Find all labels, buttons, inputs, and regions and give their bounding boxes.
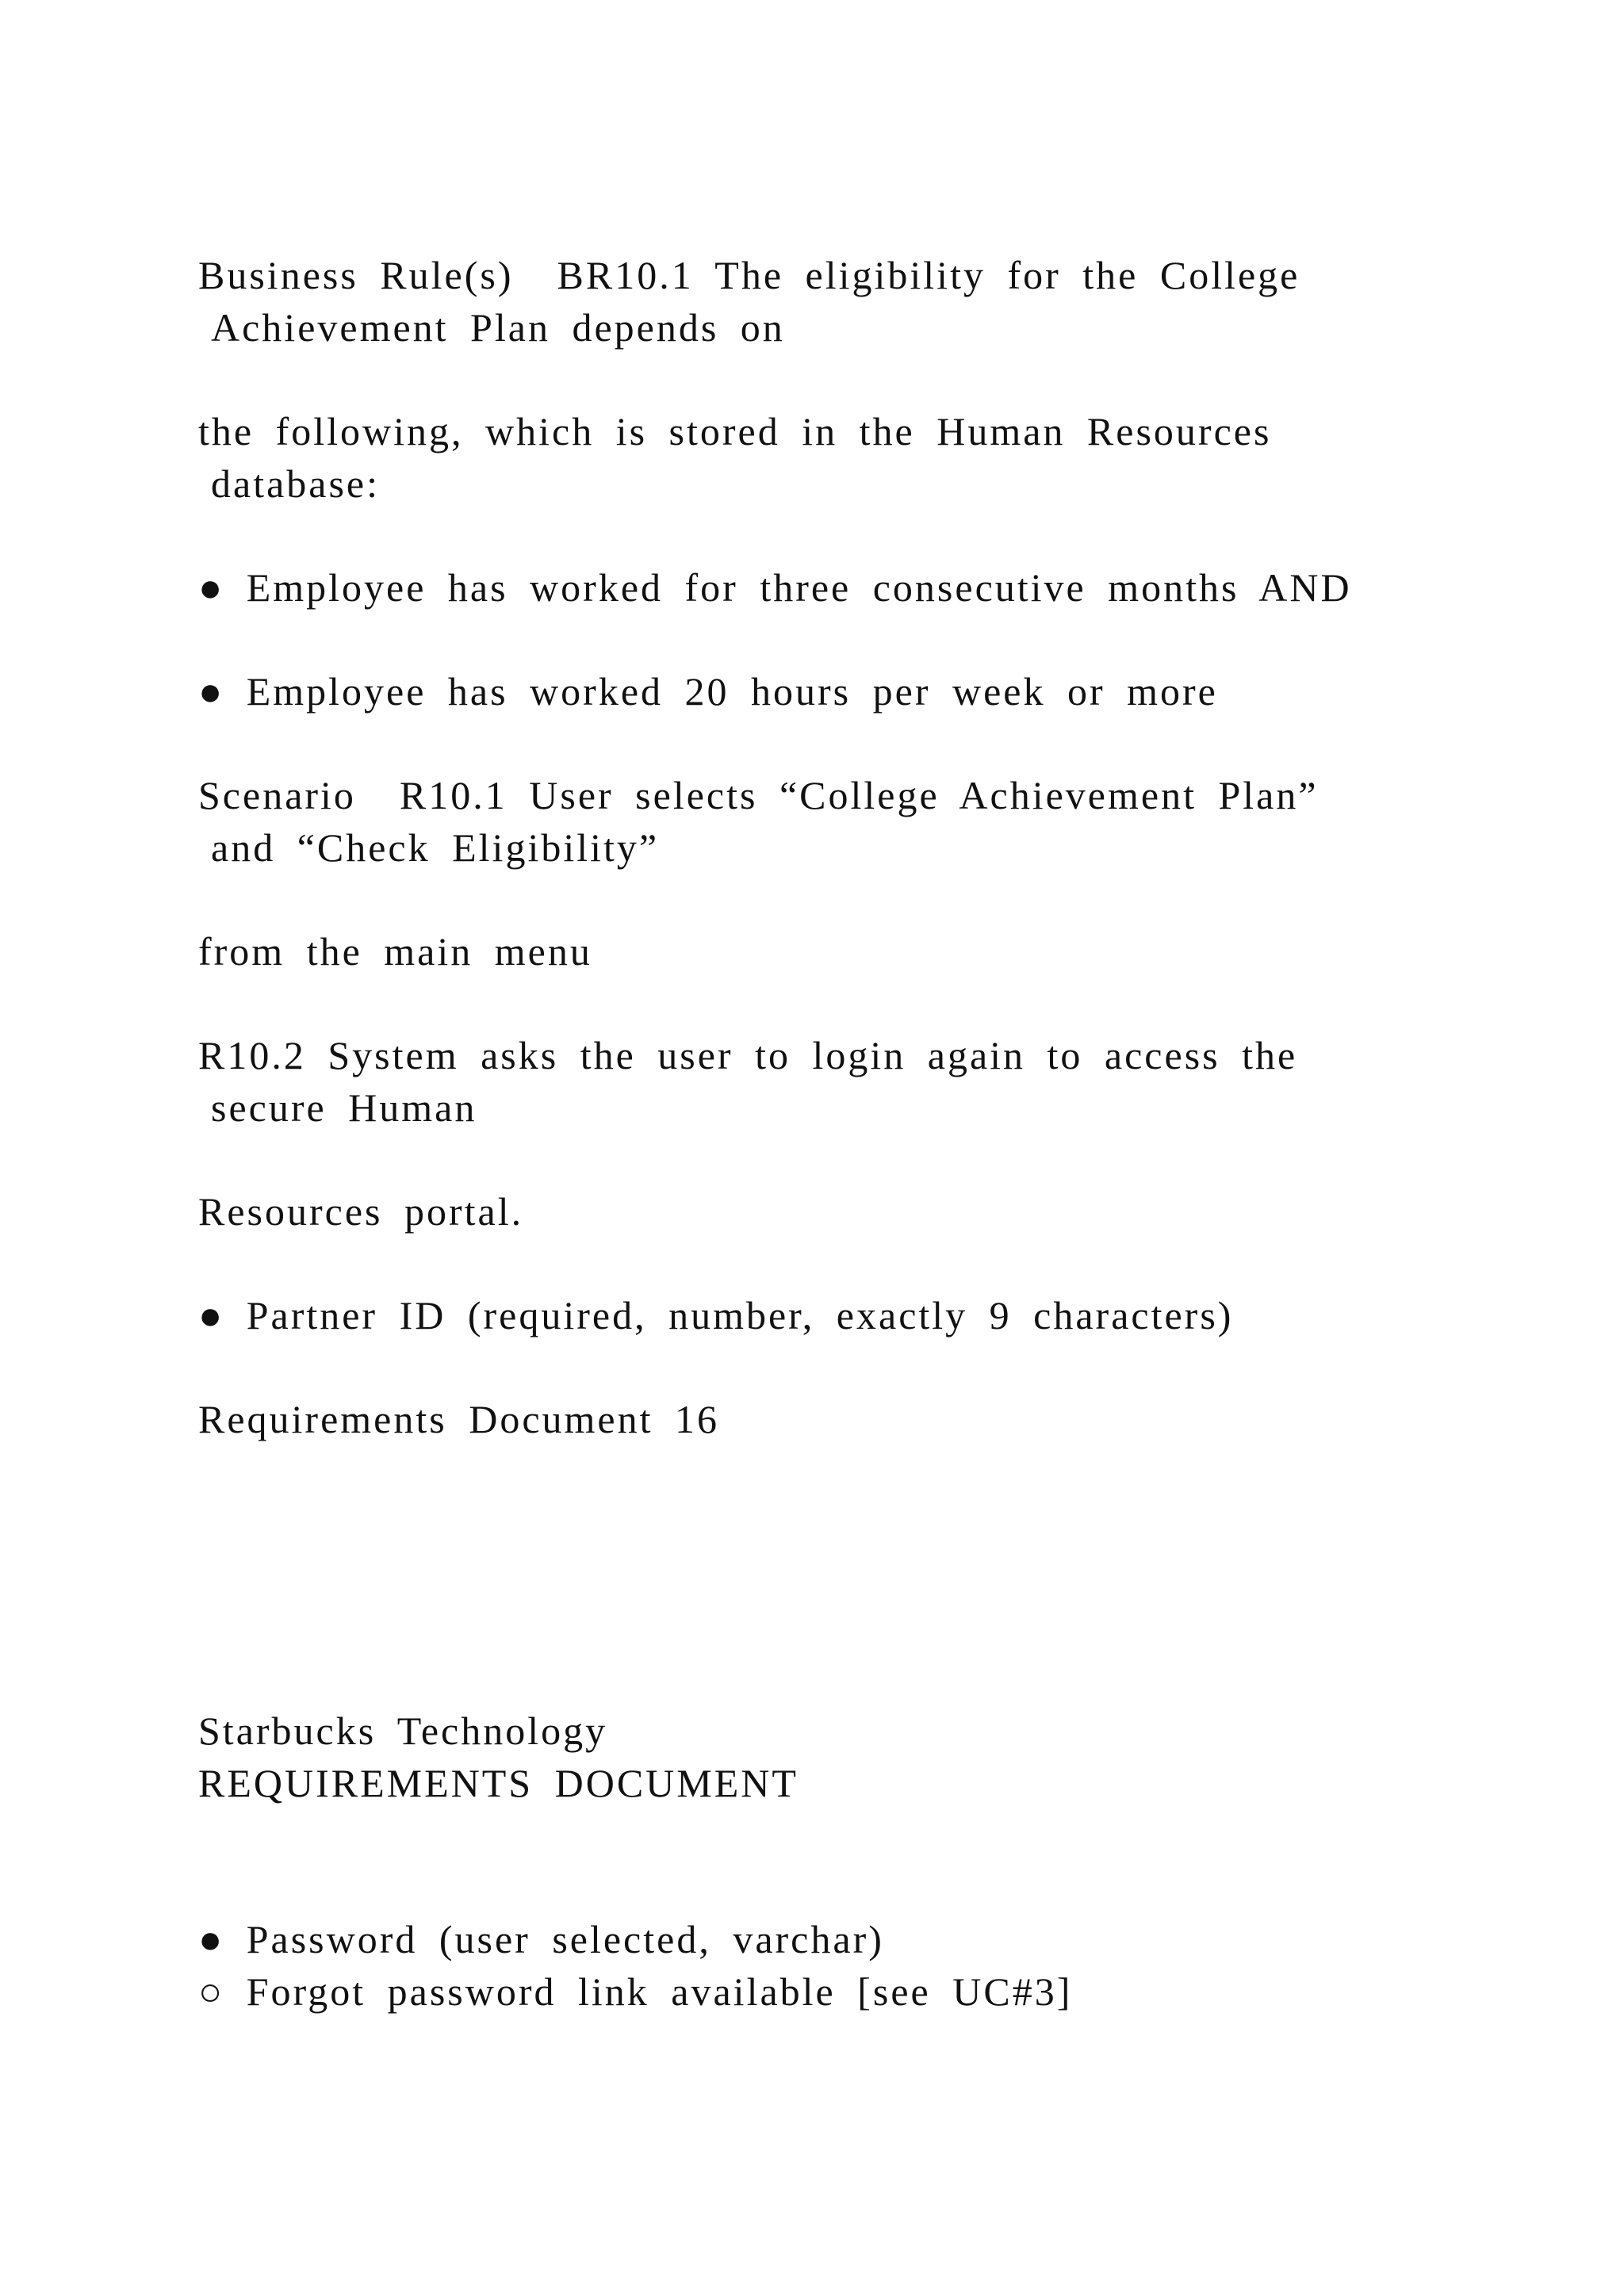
page-footer: Requirements Document 16 — [198, 1397, 719, 1441]
scenario-line-1: Scenario R10.1 User selects “College Achievement Plan” — [198, 773, 1319, 817]
business-rules-line-3: the following, which is stored in the Human Resources — [198, 409, 1272, 453]
scenario-line-3: from the main menu — [198, 929, 592, 974]
r10-2-line-2: secure Human — [211, 1085, 477, 1130]
bullet-partner-id: ● Partner ID (required, number, exactly 9 characters) — [198, 1293, 1234, 1337]
r10-2-line-3: Resources portal. — [198, 1189, 524, 1234]
business-rules-line-4: database: — [211, 461, 381, 506]
business-rules-line-2: Achievement Plan depends on — [211, 305, 785, 350]
company-name: Starbucks Technology — [198, 1709, 608, 1753]
bullet-twenty-hours: ● Employee has worked 20 hours per week or more — [198, 669, 1218, 714]
sub-bullet-forgot-password: ○ Forgot password link available [see UC#3] — [198, 1969, 1073, 2014]
bullet-three-months: ● Employee has worked for three consecutive months AND — [198, 565, 1352, 610]
bullet-password: ● Password (user selected, varchar) — [198, 1917, 884, 1961]
scenario-line-2: and “Check Eligibility” — [211, 825, 660, 870]
business-rules-line-1: Business Rule(s) BR10.1 The eligibility for the College — [198, 253, 1300, 297]
document-header: REQUIREMENTS DOCUMENT — [198, 1761, 799, 1805]
r10-2-line-1: R10.2 System asks the user to login again to access the — [198, 1033, 1298, 1077]
